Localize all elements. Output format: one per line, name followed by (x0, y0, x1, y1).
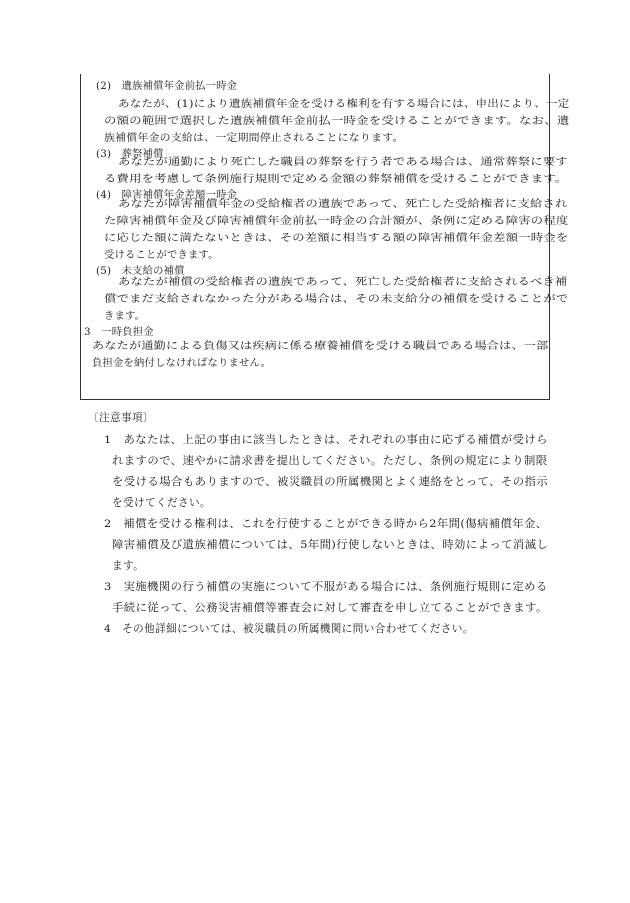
body-4-line-3: に応じた額に満たないときは、その差額に相当する額の障害補償年金差額一時金を (104, 232, 569, 244)
note-2-line-2: 障害補償及び遺族補償については、5年間)行使しないときは、時効によって消滅し (112, 539, 549, 551)
body-4-line-2: た障害補償年金及び障害補償年金前払一時金の合計額が、条例に定める障害の程度 (104, 215, 569, 227)
body-3-line-1: あなたが通勤により死亡した職員の葬祭を行う者である場合は、通常葬祭に要す (118, 156, 568, 168)
heading-section-3: 3 一時負担金 (84, 326, 154, 338)
note-2-line-1: 2 補償を受ける権利は、これを行使することができる時から2年間(傷病補償年金、 (104, 518, 548, 530)
body-5-line-1: あなたが補償の受給権者の遺族であって、死亡した受給権者に支給されるべき補 (118, 276, 568, 288)
note-1-line-1: 1 あなたは、上記の事由に該当したときは、それぞれの事由に応ずる補償が受けら (104, 434, 548, 446)
body-section-3-line-1: あなたが通勤による負傷又は疾病に係る療養補償を受ける職員である場合は、一部 (92, 340, 549, 352)
body-2-line-2: の額の範囲で選択した遺族補償年金前払一時金を受けることができます。なお、遺 (104, 115, 570, 127)
note-4-line-1: 4 その他詳細については、被災職員の所属機関に問い合わせてください。 (104, 623, 474, 635)
heading-4: (4) 障害補償年金差額一時金 (96, 189, 238, 201)
note-3-line-2: 手続に従って、公務災害補償等審査会に対して審査を申し立てることができます。 (112, 602, 548, 614)
body-section-3-line-2: 負担金を納付しなければなりません。 (92, 357, 272, 369)
note-1-line-4: を受けてください。 (112, 497, 211, 509)
body-5-line-3: きます。 (104, 310, 146, 322)
notes-title: 〔注意事項〕 (88, 412, 154, 424)
note-3-line-1: 3 実施機関の行う補償の実施について不服がある場合には、条例施行規則に定める (104, 581, 548, 593)
note-1-line-2: れますので、速やかに請求書を提出してください。ただし、条例の規定により制限 (112, 455, 548, 467)
heading-5: (5) 未支給の補償 (96, 265, 185, 277)
body-2-line-1: あなたが、(1)により遺族補償年金を受ける権利を有する場合には、申出により、一定 (118, 98, 570, 110)
body-4-line-1: あなたが障害補償年金の受給権者の遺族であって、死亡した受給権者に支給され (118, 198, 568, 210)
body-5-line-2: 償でまだ支給されなかった分がある場合は、その未支給分の補償を受けることがで (104, 293, 569, 305)
body-4-line-4: 受けることができます。 (104, 249, 219, 261)
heading-3: (3) 葬祭補償 (96, 148, 164, 160)
note-2-line-3: ます。 (112, 560, 145, 572)
body-2-line-3: 族補償年金の支給は、一定期間停止されることになります。 (104, 132, 404, 144)
note-1-line-3: を受ける場合もありますので、被災職員の所属機関とよく連絡をとって、その指示 (112, 476, 549, 488)
heading-2: (2) 遺族補償年金前払一時金 (96, 80, 238, 92)
body-3-line-2: る費用を考慮して条例施行規則で定める金額の葬祭補償を受けることができます。 (104, 173, 568, 185)
